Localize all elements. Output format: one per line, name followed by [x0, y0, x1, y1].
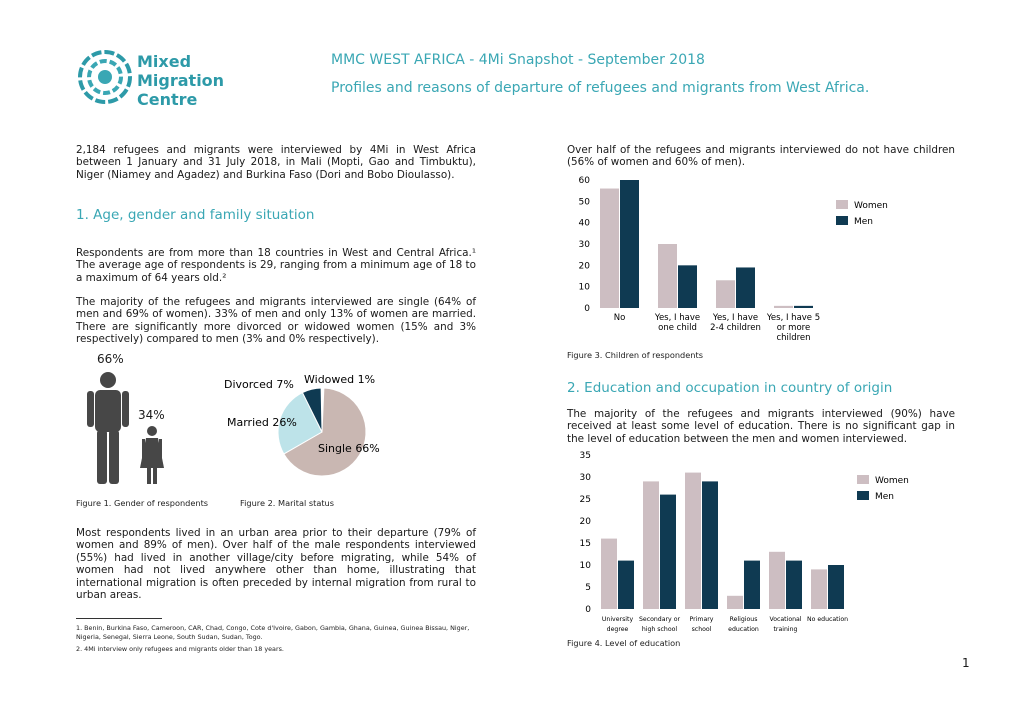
x-category-label: Yes, I have — [712, 313, 759, 323]
x-category-label: Yes, I have — [654, 313, 701, 323]
bar — [769, 552, 785, 609]
male-percent-label: 66% — [97, 352, 124, 366]
legend-label: Men — [875, 492, 895, 502]
bar — [811, 569, 827, 609]
figure3-caption: Figure 3. Children of respondents — [567, 350, 703, 360]
legend-label: Women — [854, 201, 888, 211]
legend-swatch — [857, 475, 869, 484]
bar — [660, 495, 676, 609]
x-category-label: education — [728, 626, 759, 633]
x-category-label: Yes, I have 5 — [766, 313, 821, 323]
y-tick-label: 15 — [579, 539, 591, 549]
x-category-label: No — [613, 313, 626, 323]
bar — [601, 539, 617, 609]
y-tick-label: 30 — [578, 240, 590, 250]
bar — [736, 267, 755, 308]
x-category-label: school — [691, 626, 712, 633]
marital-status-pie — [222, 370, 397, 485]
logo-line-2: Migration — [137, 71, 225, 90]
bar — [620, 180, 639, 308]
y-tick-label: 40 — [578, 218, 590, 229]
bar — [678, 265, 697, 308]
pie-label-single: Single 66% — [318, 442, 380, 455]
children-bar-chart — [555, 172, 888, 344]
y-tick-label: 30 — [579, 473, 591, 483]
x-category-label: degree — [606, 626, 629, 633]
y-tick-label: 50 — [578, 197, 590, 208]
y-tick-label: 0 — [584, 304, 590, 314]
y-tick-label: 10 — [579, 561, 591, 571]
bar — [774, 306, 793, 308]
footnote-divider — [76, 618, 162, 619]
y-tick-label: 60 — [578, 176, 590, 186]
logo-wordmark — [137, 52, 224, 109]
y-tick-label: 20 — [578, 261, 590, 272]
section1-paragraph-2: The majority of the refugees and migrants interviewed are single (64% of men and 69% of women). 33% of men and only 13% of women are married. There are significantly more divorced or widowed women (15% and 3% respectively) compared to men (3% and 0% respectively). — [76, 296, 476, 346]
figure4-caption: Figure 4. Level of education — [567, 638, 681, 648]
x-category-label: Primary — [689, 616, 714, 623]
x-category-label: Religious — [729, 616, 758, 623]
x-category-label: Secondary or — [638, 616, 681, 623]
bar — [727, 596, 743, 609]
female-percent-label: 34% — [138, 408, 165, 422]
y-tick-label: 20 — [579, 517, 591, 527]
bar — [600, 189, 619, 308]
legend-swatch — [836, 216, 848, 225]
page-number: 1 — [962, 656, 970, 670]
x-category-label: Vocational — [769, 616, 802, 623]
x-category-label: children — [776, 333, 811, 343]
x-category-label: training — [773, 626, 798, 633]
y-tick-label: 25 — [579, 495, 591, 505]
figure1-caption: Figure 1. Gender of respondents — [76, 498, 209, 508]
section1-heading: 1. Age, gender and family situation — [76, 207, 315, 223]
bar — [828, 565, 844, 609]
legend-swatch — [857, 491, 869, 500]
x-category-label: high school — [641, 626, 678, 633]
section1-paragraph-3: Most respondents lived in an urban area prior to their departure (79% of women and 89% of men). Over half of the male respondents interviewed (55%) had lived in another village/city before migrating, while 54% of women had not lived anywhere other than home, illustrating that international migration is often preceded by internal migration from rural to urban areas. — [76, 527, 476, 602]
legend-label: Men — [854, 217, 874, 227]
page-subtitle: Profiles and reasons of departure of refugees and migrants from West Africa. — [331, 80, 870, 96]
pie-label-divorced: Divorced 7% — [224, 378, 294, 391]
y-tick-label: 35 — [579, 451, 591, 461]
y-tick-label: 10 — [578, 282, 590, 293]
x-category-label: 2-4 children — [710, 323, 761, 333]
bar — [643, 481, 659, 609]
bar — [702, 481, 718, 609]
page-title: MMC WEST AFRICA - 4Mi Snapshot - September 2018 — [331, 52, 705, 68]
legend-swatch — [836, 200, 848, 209]
bar — [658, 244, 677, 308]
figure2-caption: Figure 2. Marital status — [240, 498, 334, 508]
section1-paragraph-1: Respondents are from more than 18 countries in West and Central Africa.¹ The average age of respondents is 29, ranging from a minimum age of 18 to a maximum of 64 years old.² — [76, 247, 476, 284]
bar — [786, 561, 802, 609]
footnote-2: 2. 4Mi interview only refugees and migrants older than 18 years. — [76, 645, 284, 653]
y-tick-label: 5 — [585, 583, 591, 593]
x-category-label: No education — [806, 616, 849, 623]
education-bar-chart — [555, 447, 909, 633]
logo-line-3: Centre — [137, 90, 198, 109]
logo-mark-icon — [78, 50, 132, 104]
gender-figure — [84, 370, 174, 488]
x-category-label: or more — [776, 323, 811, 333]
bar — [685, 473, 701, 609]
male-person-icon — [87, 372, 129, 484]
pie-label-widowed: Widowed 1% — [304, 373, 376, 386]
intro-paragraph: 2,184 refugees and migrants were interviewed by 4Mi in West Africa between 1 January and 31 July 2018, in Mali (Mopti, Gao and Timbuktu), Niger (Niamey and Agadez) and Burkina Faso (Dori and Bobo Dioulasso). — [76, 144, 476, 181]
bar — [716, 280, 735, 308]
section2-paragraph: The majority of the refugees and migrants interviewed (90%) have received at least some level of education. There is no significant gap in the level of education between the men and women interviewed. — [567, 408, 955, 445]
x-category-label: University — [601, 616, 634, 623]
children-paragraph: Over half of the refugees and migrants interviewed do not have children (56% of women and 60% of men). — [567, 144, 955, 169]
bar — [618, 561, 634, 609]
legend-label: Women — [875, 476, 909, 486]
bar — [794, 306, 813, 308]
footnote-1: 1. Benin, Burkina Faso, Cameroon, CAR, Chad, Congo, Cote d'Ivoire, Gabon, Gambia, Ghana, Guinea, Guinea Bissau, Niger, Nigeria, Senegal, Sierra Leone, South Sudan, Sudan, Togo. — [76, 624, 470, 641]
female-person-icon — [140, 426, 164, 484]
x-category-label: one child — [658, 323, 697, 333]
logo-line-1: Mixed — [137, 52, 192, 71]
pie-label-married: Married 26% — [227, 416, 297, 429]
bar — [744, 561, 760, 609]
y-tick-label: 0 — [585, 605, 591, 615]
section2-heading: 2. Education and occupation in country of origin — [567, 380, 893, 396]
